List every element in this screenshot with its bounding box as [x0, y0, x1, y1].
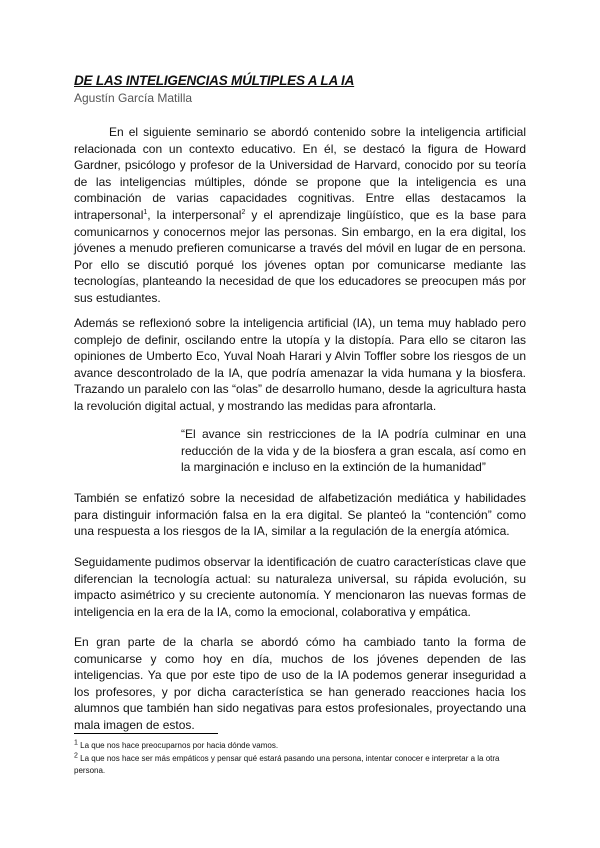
footnote-2: [74, 753, 526, 777]
footnote-separator: [74, 733, 218, 734]
footnote-mark: 1: [74, 739, 78, 747]
paragraph-gardner: [74, 124, 526, 307]
footnote-ref-2[interactable]: 2: [241, 208, 246, 216]
paragraph-text: En el siguiente seminario se abordó contenido sobre la inteligencia artificial relacionada con un contexto educativo. En él, se destacó la figura de Howard Gardner, psicólogo y profesor de la Universidad de Harvard, conocido por su teoría de las inteligencias múltiples, dónde se propone que la inteligencia es una combinación de varias capacidades cognitivas. Entre ellas destacamos la intrapersonal: [74, 125, 526, 222]
paragraph-text: , la interpersonal: [147, 207, 242, 222]
footnote-mark: 2: [74, 752, 78, 760]
footnote-1: [74, 740, 526, 752]
paragraph-alfabetizacion: También se enfatizó sobre la necesidad de alfabetización mediática y habilidades para distinguir información falsa en la era digital. Se planteó la “contención” como una respuesta a los riesgos de la IA, similar a la regulación de la energía atómica.: [74, 491, 526, 539]
footnote-text: La que nos hace preocuparnos por hacia dónde vamos.: [80, 741, 279, 750]
footnote-text: La que nos hace ser más empáticos y pensar qué estará pasando una persona, intentar conocer e interpretar a la otra persona.: [74, 754, 500, 775]
paragraph-text: y el aprendizaje lingüístico, que es la base para comunicarnos y conocernos mejor las personas. Sin embargo, en la era digital, los jóvenes a menudo prefieren comunicarse a través del móvil en lugar de en persona. Por ello se discutió porqué los jóvenes optan por comunicarse mediante las tecnologías, planteando la necesidad de que los educadores se preocupen más por sus estudiantes.: [74, 207, 527, 305]
document-title: DE LAS INTELIGENCIAS MÚLTIPLES A LA IA: [74, 73, 355, 88]
paragraph-charla: En gran parte de la charla se abordó cómo ha cambiado tanto la forma de comunicarse y como hoy en día, muchos de los jóvenes dependen de las inteligencias. Ya que por este tipo de uso de la IA podemos generar inseguridad a los profesores, y por dicha característica se han generado reacciones hacia los alumnos que también han sido negativas para estos profesionales, proyectando una mala imagen de estos.: [74, 635, 526, 732]
paragraph-caracteristicas: Seguidamente pudimos observar la identificación de cuatro características clave que diferencian la tecnología actual: su naturaleza universal, su rápida evolución, su impacto asimétrico y su creciente autonomía. Y mencionaron las nuevas formas de inteligencia en la era de la IA, como la emocional, colaborativa y empática.: [74, 555, 526, 619]
footnote-ref-1[interactable]: 1: [143, 208, 148, 216]
author-name: Agustín García Matilla: [74, 91, 193, 105]
block-quote: “El avance sin restricciones de la IA podría culminar en una reducción de la vida y de la biosfera a gran escala, así como en la marginación e incluso en la extinción de la humanidad”: [181, 427, 526, 475]
paragraph-ia: Además se reflexionó sobre la inteligencia artificial (IA), un tema muy hablado pero complejo de definir, oscilando entre la utopía y la distopía. Para ello se citaron las opiniones de Umberto Eco, Yuval Noah Harari y Alvin Toffler sobre los riesgos de un avance descontrolado de la IA, que podría amenazar la vida humana y la biosfera. Trazando un paralelo con las “olas” de desarrollo humano, desde la agricultura hasta la revolución digital actual, y mostrando las medidas para afrontarla.: [74, 316, 526, 413]
